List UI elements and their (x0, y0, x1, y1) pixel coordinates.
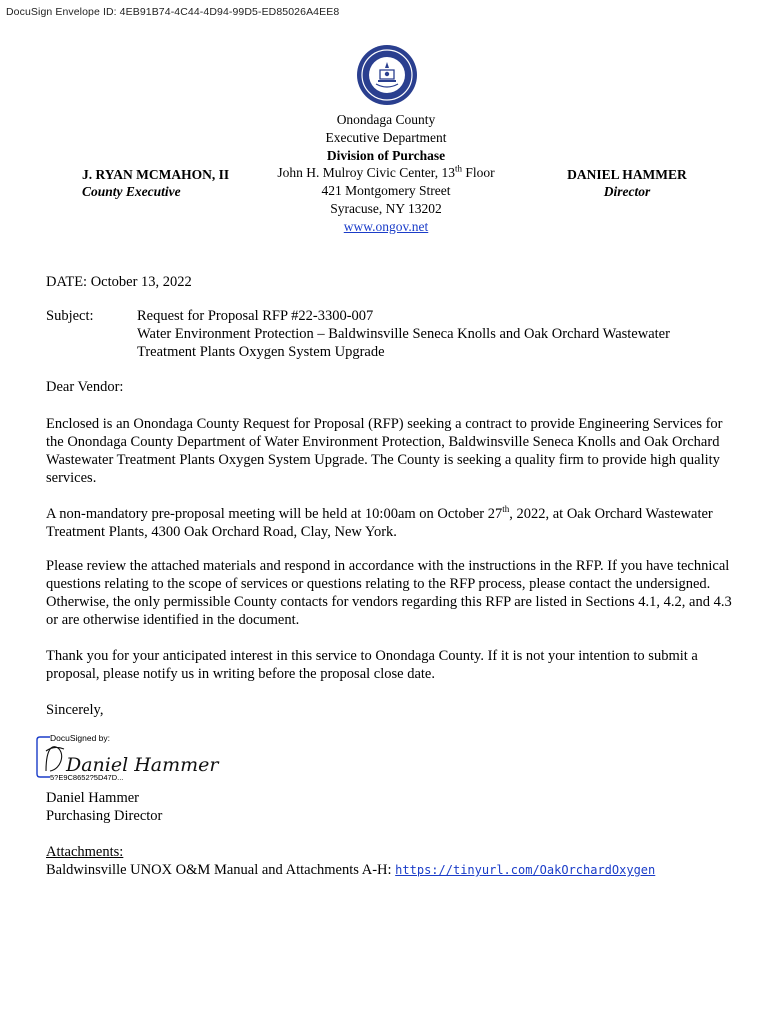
county-executive-title: County Executive (82, 184, 181, 199)
attachments-text: Baldwinsville UNOX O&M Manual and Attachments A-H: (46, 862, 396, 878)
director-title: Director (603, 184, 651, 199)
attachments-label: Attachments: (46, 844, 124, 860)
signature-text: Daniel Hammer (66, 754, 219, 776)
department-name: Executive Department (325, 129, 447, 145)
signature-id: 5?E9C8652?5D47D... (50, 773, 124, 781)
letter-date: DATE: October 13, 2022 (46, 274, 192, 290)
letterhead-right (562, 166, 692, 200)
docusigned-label: DocuSigned by: (50, 733, 111, 743)
county-seal-icon (356, 44, 418, 106)
address-line-1: John H. Mulroy Civic Center, 13th Floor (277, 163, 495, 181)
subject-label: Subject: (46, 308, 94, 324)
paragraph-instructions: Please review the attached materials and respond in accordance with the instructions in the RFP. If you have technical questions relating to the scope of services or questions relating to the RFP process, please contact the undersigned. Otherwise, the only permissible County contacts for vendors regarding this RFP are listed in Sections 4.1, 4.2, and 4.3 or are otherwise identified in the document. (46, 558, 732, 628)
address-line-3: Syracuse, NY 13202 (330, 200, 442, 216)
county-name: Onondaga County (336, 112, 436, 127)
subject-line: Treatment Plants Oxygen System Upgrade (137, 344, 385, 360)
paragraph-meeting: A non-mandatory pre-proposal meeting will be held at 10:00am on October 27th, 2022, at Oak Orchard Wastewater Treatment Plants, 4300 Oak Orchard Road, Clay, New York. (46, 504, 713, 540)
letterhead-left (82, 166, 229, 200)
county-executive-name: J. RYAN MCMAHON, II (82, 167, 230, 182)
website-link[interactable]: www.ongov.net (343, 218, 429, 234)
subject-line: Water Environment Protection – Baldwinsville Seneca Knolls and Oak Orchard Wastewater (137, 326, 670, 342)
subject-lines (137, 307, 737, 361)
salutation: Dear Vendor: (46, 379, 124, 395)
docusign-signature-box (36, 733, 236, 781)
docusign-envelope-id: DocuSign Envelope ID: 4EB91B74-4C44-4D94-99D5-ED85026A4EE8 (6, 6, 340, 18)
subject-line: Request for Proposal RFP #22-3300-007 (137, 308, 374, 324)
signer-name: Daniel Hammer (46, 790, 140, 806)
division-name: Division of Purchase (326, 147, 446, 163)
paragraph-thanks: Thank you for your anticipated interest in this service to Onondaga County. If it is not your intention to submit a proposal, please notify us in writing before the proposal close date. (46, 648, 698, 682)
address-line-2: 421 Montgomery Street (321, 183, 451, 199)
attachments-line (46, 861, 655, 879)
signer-title: Purchasing Director (46, 808, 163, 824)
director-name: DANIEL HAMMER (567, 167, 687, 182)
letterhead-center (250, 111, 522, 236)
attachments-link[interactable]: https://tinyurl.com/OakOrchardOxygen (395, 863, 656, 877)
paragraph-intro: Enclosed is an Onondaga County Request for Proposal (RFP) seeking a contract to provide Engineering Services for the Onondaga County Department of Water Environment Protection, Baldwinsville Seneca Knolls and Oak Orchard Wastewater Treatment Plants Oxygen System Upgrade. The County is seeking a quality firm to provide high quality services. (46, 416, 723, 486)
closing: Sincerely, (46, 702, 104, 718)
